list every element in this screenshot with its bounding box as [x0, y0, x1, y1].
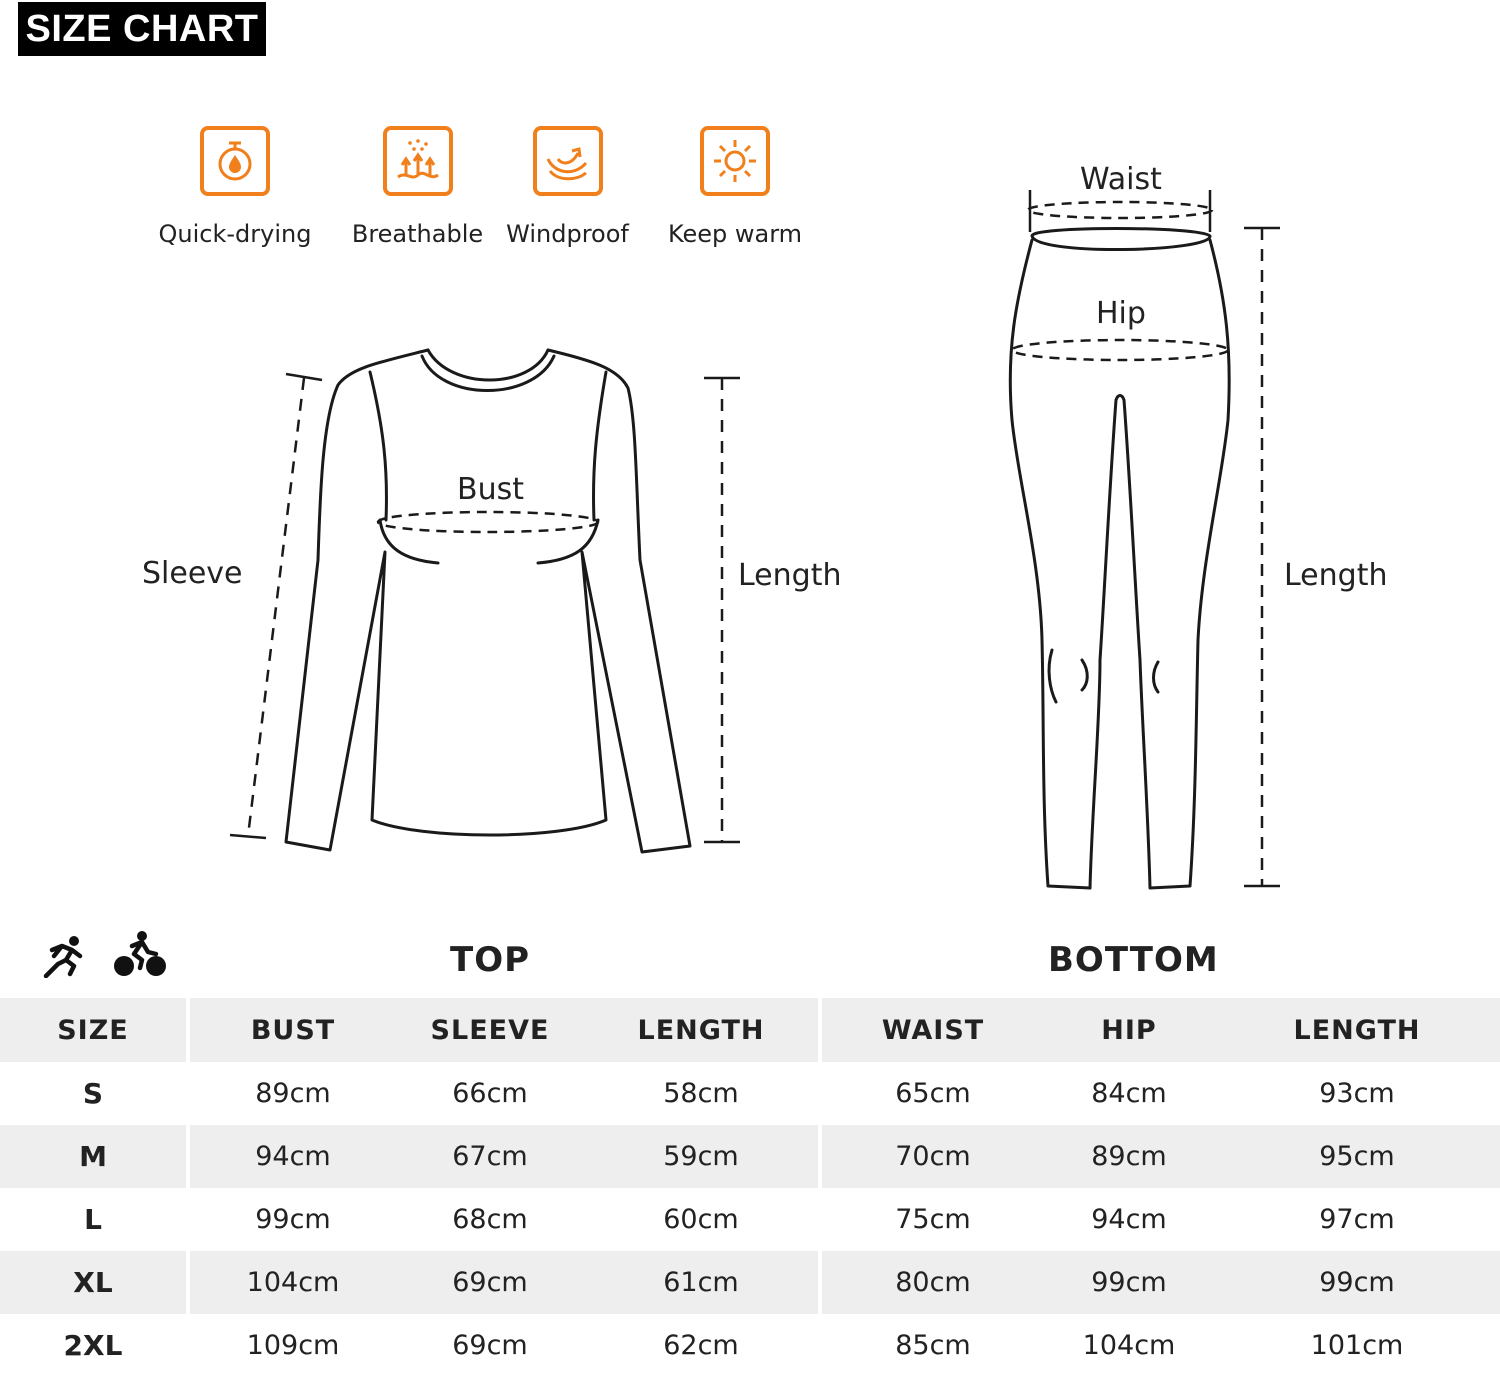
table-row — [0, 1251, 1500, 1314]
table-cell: M — [0, 1125, 186, 1188]
table-cell: XL — [0, 1251, 186, 1314]
table-cell: 99cm — [1044, 1251, 1214, 1314]
table-cell: 94cm — [1091, 1204, 1167, 1235]
table-cell: 104cm — [186, 1251, 396, 1314]
table-cell: 95cm — [1214, 1125, 1500, 1188]
table-cell: 94cm — [186, 1125, 396, 1188]
table-cell: S — [82, 1077, 104, 1110]
column-header: HIP — [1044, 998, 1214, 1062]
table-cell: 69cm — [452, 1330, 528, 1361]
table-header-row — [0, 998, 1500, 1062]
column-header: BUST — [186, 998, 396, 1062]
page-title: SIZE CHART — [18, 2, 266, 56]
table-cell: 60cm — [663, 1204, 739, 1235]
waist-label: Waist — [1080, 162, 1162, 197]
running-person-icon — [40, 934, 88, 978]
table-cell: 61cm — [584, 1251, 818, 1314]
table-cell: 66cm — [452, 1078, 528, 1109]
feature-label: Keep warm — [667, 220, 803, 248]
bust-label: Bust — [457, 472, 524, 507]
table-cell: 59cm — [584, 1125, 818, 1188]
table-cell: 69cm — [396, 1251, 584, 1314]
table-cell: 109cm — [186, 1314, 396, 1377]
table-row — [0, 1314, 1500, 1377]
feature-label: Quick-drying — [158, 220, 312, 248]
table-cell: 97cm — [1319, 1204, 1395, 1235]
sleeve-label: Sleeve — [142, 556, 243, 591]
table-cell: 67cm — [396, 1125, 584, 1188]
column-header: LENGTH — [1214, 998, 1500, 1062]
table-cell: 104cm — [1082, 1330, 1176, 1361]
bottom-length-label: Length — [1284, 558, 1388, 593]
table-cell: 58cm — [663, 1078, 739, 1109]
table-cell: 62cm — [663, 1330, 739, 1361]
table-cell: 68cm — [452, 1204, 528, 1235]
table-cell: 65cm — [818, 1062, 1044, 1125]
table-cell: 75cm — [818, 1188, 1044, 1251]
table-cell: 89cm — [1044, 1125, 1214, 1188]
table-cell: L — [84, 1203, 102, 1236]
table-cell: 85cm — [818, 1314, 1044, 1377]
column-header: WAIST — [818, 998, 1044, 1062]
table-cell: 70cm — [818, 1125, 1044, 1188]
table-cell: 101cm — [1310, 1330, 1404, 1361]
table-cell: 99cm — [186, 1188, 396, 1251]
table-cell: 80cm — [818, 1251, 1044, 1314]
column-header: SIZE — [0, 998, 186, 1062]
table-cell: 89cm — [186, 1062, 396, 1125]
table-cell: 84cm — [1091, 1078, 1167, 1109]
column-header: SLEEVE — [396, 998, 584, 1062]
table-cell: 2XL — [63, 1329, 123, 1362]
top-length-label: Length — [738, 558, 842, 593]
table-row — [0, 1125, 1500, 1188]
column-header: LENGTH — [584, 998, 818, 1062]
feature-label: Windproof — [506, 220, 629, 248]
table-cell: 99cm — [1214, 1251, 1500, 1314]
table-cell: 93cm — [1319, 1078, 1395, 1109]
table-row — [0, 1062, 1500, 1125]
hip-label: Hip — [1096, 296, 1146, 331]
cyclist-icon — [112, 930, 168, 978]
size-table — [0, 998, 1500, 1377]
table-row — [0, 1188, 1500, 1251]
bottom-section-title: BOTTOM — [1048, 940, 1219, 980]
top-section-title: TOP — [450, 940, 531, 980]
feature-label: Breathable — [351, 220, 484, 248]
